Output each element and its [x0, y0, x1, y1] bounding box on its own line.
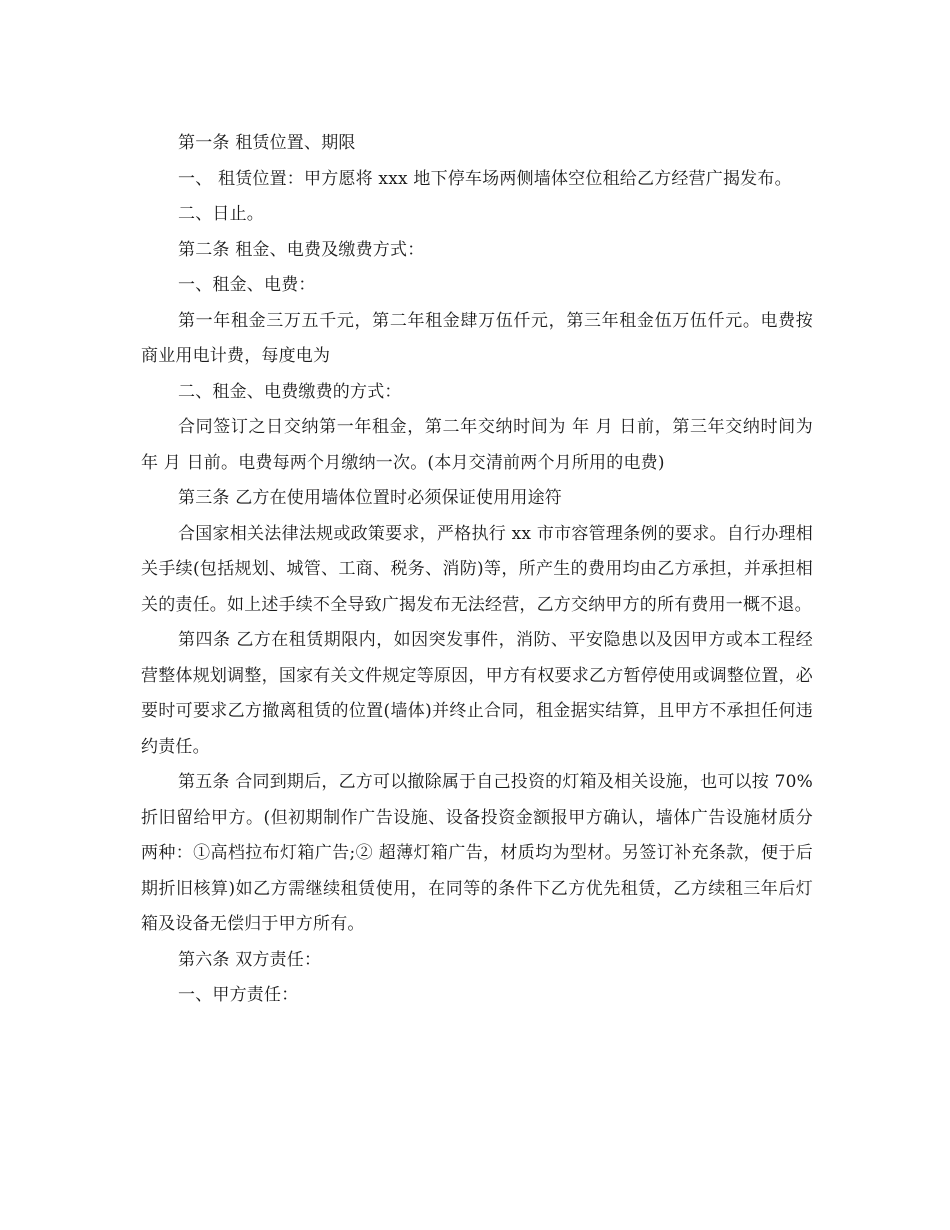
article-2-payment-text: 合同签订之日交纳第一年租金，第二年交纳时间为 年 月 日前，第三年交纳时间为 年 月 日前。电费每两个月缴纳一次。(本月交清前两个月所用的电费) [141, 417, 813, 473]
article-1-heading: 第一条 租赁位置、期限 [178, 133, 356, 153]
article-6-heading: 第六条 双方责任： [178, 949, 322, 970]
article-2-clause-2: 二、租金、电费缴费的方式： [178, 381, 402, 402]
article-5-text: 第五条 合同到期后，乙方可以撤除属于自己投资的灯箱及相关设施，也可以按 70%折旧留给甲方。(但初期制作广告设施、设备投资金额报甲方确认，墙体广告设施材质分两种：①高档拉布灯箱广告;② 超薄灯箱广告，材质均为型材。另签订补充条款，便于后期折旧核算)如乙方需继续租赁使用，在同等的条件下乙方优先租赁，乙方续租三年后灯箱及设备无偿归于甲方所有。 [141, 772, 813, 934]
article-2-clause-1: 一、租金、电费： [178, 275, 316, 295]
article-2-rent-text: 第一年租金三万五千元，第二年租金肆万伍仟元，第三年租金伍万伍仟元。电费按商业用电计费，每度电为 [141, 310, 813, 366]
document-body [141, 126, 813, 1014]
article-4-text: 第四条 乙方在租赁期限内，如因突发事件，消防、平安隐患以及因甲方或本工程经营整体规划调整，国家有关文件规定等原因，甲方有权要求乙方暂停使用或调整位置，必要时可要求乙方撤离租赁的位置(墙体)并终止合同，租金据实结算，且甲方不承担任何违约责任。 [141, 630, 813, 757]
article-1-clause-1: 一、 租赁位置：甲方愿将 xxx 地下停车场两侧墙体空位租给乙方经营广揭发布。 [178, 168, 792, 189]
article-1-clause-2: 二、日止。 [178, 204, 264, 224]
article-2-heading: 第二条 租金、电费及缴费方式： [178, 239, 425, 260]
article-6-clause-1: 一、甲方责任： [178, 985, 299, 1005]
article-3-text: 合国家相关法律法规或政策要求，严格执行 xx 市市容管理条例的要求。自行办理相关手续(包括规划、城管、工商、税务、消防)等，所产生的费用均由乙方承担，并承担相关的责任。如上述手续不全导致广揭发布无法经营，乙方交纳甲方的所有费用一概不退。 [141, 523, 813, 615]
article-3-heading: 第三条 乙方在使用墙体位置时必须保证使用用途符 [178, 488, 563, 508]
